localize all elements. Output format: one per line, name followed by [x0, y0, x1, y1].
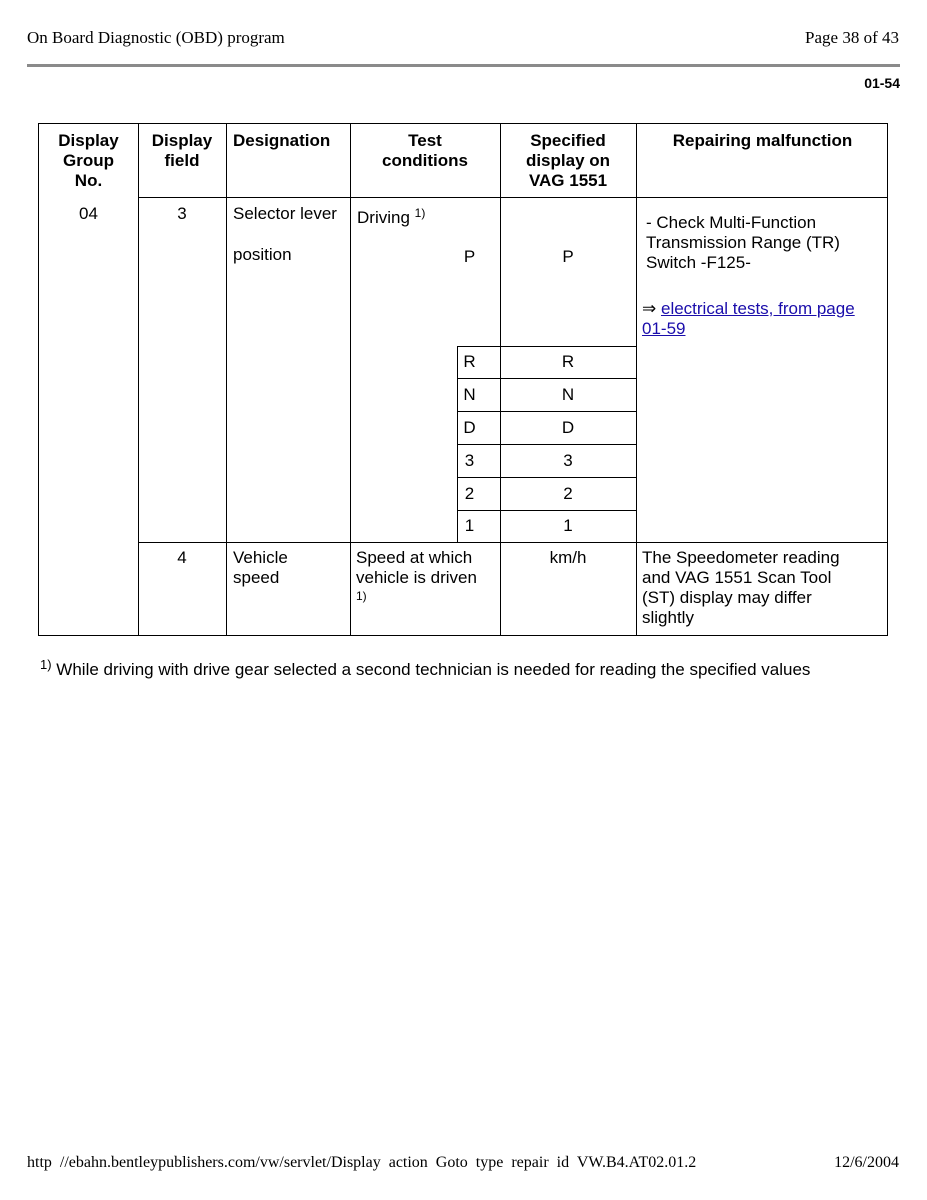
spec-position-2: 2 — [563, 484, 573, 503]
test-position-3: 3 — [464, 451, 475, 470]
header-test-conditions: Test conditions — [382, 131, 468, 170]
spec-position-r: R — [561, 352, 575, 371]
footer-date: 12/6/2004 — [834, 1154, 899, 1171]
footer-url: http //ebahn.bentleypublishers.com/vw/servlet/Display action Goto type repair id VW.B4.AT02.01.2 — [27, 1154, 697, 1171]
footnote-ref: 1) — [356, 589, 367, 603]
header-bottom-line — [138, 197, 887, 198]
header-display-group: Display Group No. — [58, 131, 119, 190]
header-designation: Designation — [233, 131, 331, 150]
footnote-ref: 1) — [414, 206, 426, 220]
section-code: 01-54 — [864, 75, 900, 91]
spec-position-1: 1 — [563, 516, 573, 535]
row2-repair-text: The Speedometer reading and VAG 1551 Scan Tool (ST) display may differ slightly — [642, 548, 840, 627]
row2-spec: km/h — [549, 548, 587, 567]
row-line-3 — [457, 444, 636, 445]
header-specified-display: Specified display on VAG 1551 — [525, 131, 611, 190]
row1-display-field: 3 — [177, 204, 187, 223]
test-position-n: N — [463, 385, 476, 404]
row-line-n — [457, 378, 636, 379]
row-line-1 — [457, 510, 636, 511]
group-number: 04 — [79, 204, 98, 223]
row2-designation: Vehicle speed — [233, 548, 288, 587]
document-title: On Board Diagnostic (OBD) program — [27, 28, 285, 47]
row2-test-condition: Speed at which vehicle is driven 1) — [356, 548, 477, 603]
page-number: Page 38 of 43 — [805, 28, 899, 47]
spec-position-d: D — [561, 418, 575, 437]
header-repairing-malfunction: Repairing malfunction — [672, 131, 853, 150]
spec-position-n: N — [561, 385, 575, 404]
row1-test-condition: Driving $^{1)}$ — [357, 206, 426, 227]
row-line-d — [457, 411, 636, 412]
test-position-d: D — [463, 418, 476, 437]
row1-repair-text: - Check Multi-Function Transmission Range (TR) Switch -F125- — [646, 213, 840, 272]
test-position-r: R — [463, 352, 476, 371]
diagnostic-table — [38, 123, 888, 636]
footnote-marker: 1) — [40, 657, 52, 672]
header-divider — [27, 64, 900, 67]
spec-position-3: 3 — [563, 451, 573, 470]
col-divider-5 — [636, 124, 637, 635]
spec-position-p: P — [562, 247, 574, 266]
col-divider-3 — [350, 124, 351, 635]
test-position-p: P — [463, 247, 476, 266]
row-line-2 — [457, 477, 636, 478]
col-divider-2 — [226, 124, 227, 635]
header-display-field: Display field — [151, 131, 213, 170]
row1-designation-line2: position — [233, 245, 292, 264]
row2-top-line — [138, 542, 887, 543]
footnote — [40, 657, 811, 680]
electrical-tests-link[interactable]: ⇒ electrical tests, from page 01-59 — [642, 299, 855, 338]
row-line-r — [457, 346, 636, 347]
test-position-2: 2 — [464, 484, 475, 503]
test-position-1: 1 — [464, 516, 475, 535]
row2-display-field: 4 — [177, 548, 187, 567]
row1-designation-line1: Selector lever — [233, 204, 337, 223]
right-arrow-icon: ⇒ — [642, 299, 657, 318]
footnote-text: While driving with drive gear selected a second technician is needed for reading the specified values — [56, 660, 811, 679]
